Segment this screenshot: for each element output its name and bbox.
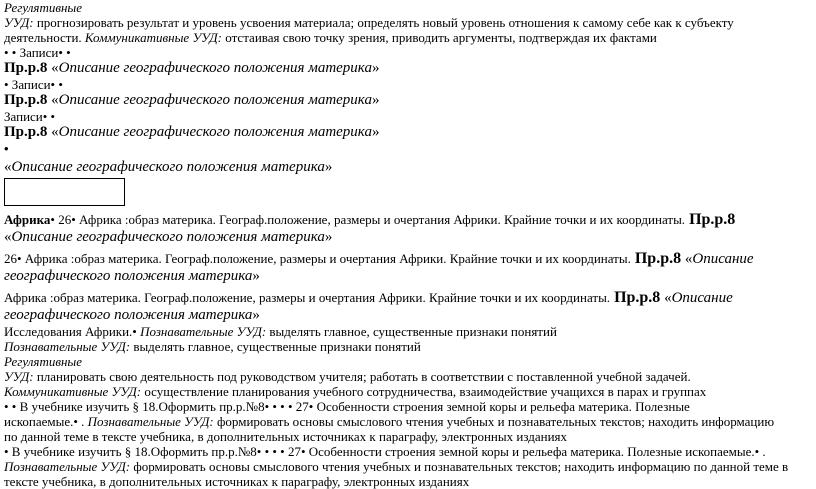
text-line: по данной теме в тексте учебника, в дополнительных источниках к параграфу, электронных изданиях (4, 429, 568, 444)
practical-work-title: географического положения материка» (4, 268, 260, 284)
text-line-communicative: Коммуникативные УУД: осуществление планирования учебного сотрудничества, взаимодействие учащихся в парах и группах (4, 384, 707, 399)
bullet-line: • (4, 141, 9, 156)
africa-line: 26• Африка :образ материка. Географ.положение, размеры и очертания Африки. Крайние точки и их координаты. Пр.р.8 «Описание (4, 250, 754, 267)
text-line-uud: УУД: прогнозировать результат и уровень усвоения материала; определять новый уровень отношения к самому себе как к субъекту (4, 15, 734, 30)
text-line-regulatory: Регулятивные (4, 0, 82, 15)
africa-line: Африка :образ материка. Географ.положение, размеры и очертания Африки. Крайние точки и их координаты. Пр.р.8 «Описание (4, 289, 733, 306)
text-line-uud: УУД: планировать свою деятельность под руководством учителя; работать в соответствии с поставленной учебной задачей. (4, 369, 691, 384)
text-line: тексте учебника, в дополнительных источниках к параграфу, электронных изданиях (4, 474, 470, 489)
practical-work-title: «Описание географического положения материка» (4, 159, 333, 175)
africa-line: Африка• 26• Африка :образ материка. Географ.положение, размеры и очертания Африки. Крайние точки и их координаты. Пр.р.8 (4, 211, 736, 228)
cognitive-line: Познавательные УУД: формировать основы смыслового чтения учебных и познавательных текстов; находить информацию по данной теме в (4, 459, 789, 474)
cognitive-line: ископаемые.• . Познавательные УУД: формировать основы смыслового чтения учебных и познавательных текстов; находить информацию (4, 414, 775, 429)
text-line-regulatory: Регулятивные (4, 354, 82, 369)
practical-work-title: географического положения материка» (4, 307, 260, 323)
empty-box (4, 178, 125, 206)
practical-work-heading: Пр.р.8 «Описание географического положения материка» (4, 60, 380, 76)
practical-work-heading: Пр.р.8 «Описание географического положения материка» (4, 92, 380, 108)
practical-work-title: «Описание географического положения материка» (4, 229, 333, 245)
notes-line: Записи• • (4, 109, 56, 124)
practical-work-heading: Пр.р.8 «Описание географического положения материка» (4, 124, 380, 140)
homework-line: • • В учебнике изучить § 18.Оформить пр.р.№8• • • • 27• Особенности строения земной коры и рельефа материка. Полезные (4, 399, 690, 414)
notes-line: • Записи• • (4, 77, 63, 92)
text-line-communicative: деятельности. Коммуникативные УУД: отстаивая свою точку зрения, приводить аргументы, подтверждая их фактами (4, 30, 657, 45)
research-line: Исследования Африки.• Познавательные УУД: выделять главное, существенные признаки понятий (4, 324, 557, 339)
notes-line: • • Записи• • (4, 45, 71, 60)
cognitive-line: Познавательные УУД: выделять главное, существенные признаки понятий (4, 339, 421, 354)
homework-line: • В учебнике изучить § 18.Оформить пр.р.№8• • • • 27• Особенности строения земной коры и рельефа материка. Полезные ископаемые.• . (4, 444, 766, 459)
